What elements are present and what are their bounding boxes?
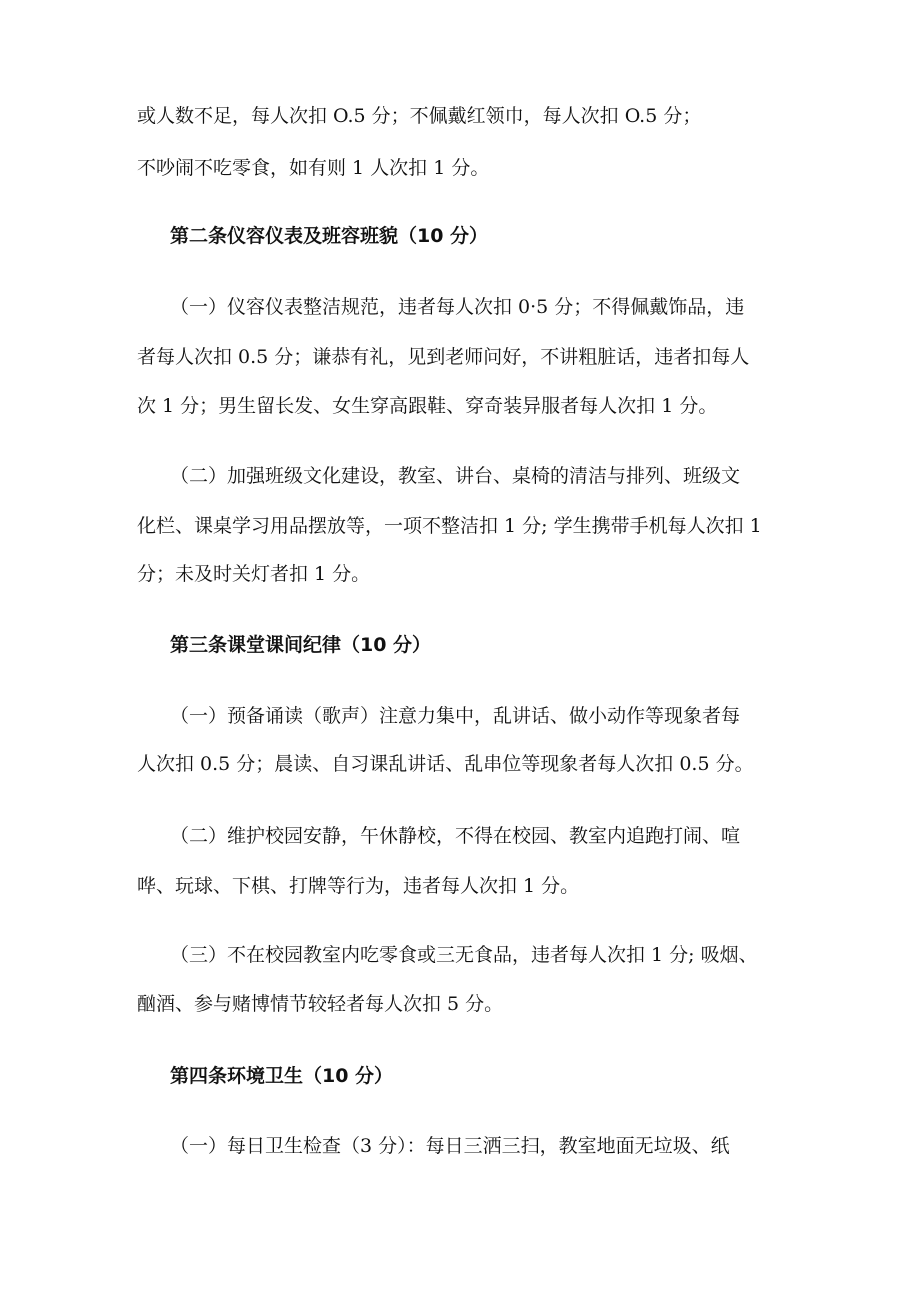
section-3-para-3-line-1: （三）不在校园教室内吃零食或三无食品，违者每人次扣 1 分; 吸烟、 <box>170 944 758 966</box>
intro-line-1: 或人数不足，每人次扣 O.5 分；不佩戴红领巾，每人次扣 O.5 分； <box>137 105 702 127</box>
section-2-para-1-line-1: （一）仪容仪表整洁规范，违者每人次扣 0·5 分；不得佩戴饰品，违 <box>170 296 745 318</box>
section-3-para-2-line-2: 哗、玩球、下棋、打牌等行为，违者每人次扣 1 分。 <box>137 875 580 897</box>
section-3-para-2-line-1: （二）维护校园安静，午休静校，不得在校园、教室内追跑打闹、喧 <box>170 825 741 847</box>
section-2-heading: 第二条仪容仪表及班容班貌（10 分） <box>170 225 489 247</box>
section-3-para-3-line-2: 酗酒、参与赌博情节较轻者每人次扣 5 分。 <box>137 993 504 1015</box>
section-3-para-1-line-1: （一）预备诵读（歌声）注意力集中，乱讲话、做小动作等现象者每 <box>170 705 741 727</box>
section-2-para-1-line-2: 者每人次扣 0.5 分；谦恭有礼，见到老师问好，不讲粗脏话，违者扣每人 <box>137 346 750 368</box>
section-4-heading: 第四条环境卫生（10 分） <box>170 1065 394 1087</box>
section-2-para-2-line-3: 分；未及时关灯者扣 1 分。 <box>137 563 371 585</box>
section-2-para-1-line-3: 次 1 分；男生留长发、女生穿高跟鞋、穿奇装异服者每人次扣 1 分。 <box>137 395 718 417</box>
intro-line-2: 不吵闹不吃零食，如有则 1 人次扣 1 分。 <box>137 157 490 179</box>
section-2-para-2-line-2: 化栏、课桌学习用品摆放等，一项不整洁扣 1 分; 学生携带手机每人次扣 1 <box>137 515 762 537</box>
section-4-para-1-line-1: （一）每日卫生检查（3 分）：每日三洒三扫，教室地面无垃圾、纸 <box>170 1135 730 1157</box>
section-3-para-1-line-2: 人次扣 0.5 分；晨读、自习课乱讲话、乱串位等现象者每人次扣 0.5 分。 <box>137 753 754 775</box>
section-2-para-2-line-1: （二）加强班级文化建设，教室、讲台、桌椅的清洁与排列、班级文 <box>170 465 741 487</box>
section-3-heading: 第三条课堂课间纪律（10 分） <box>170 634 432 656</box>
